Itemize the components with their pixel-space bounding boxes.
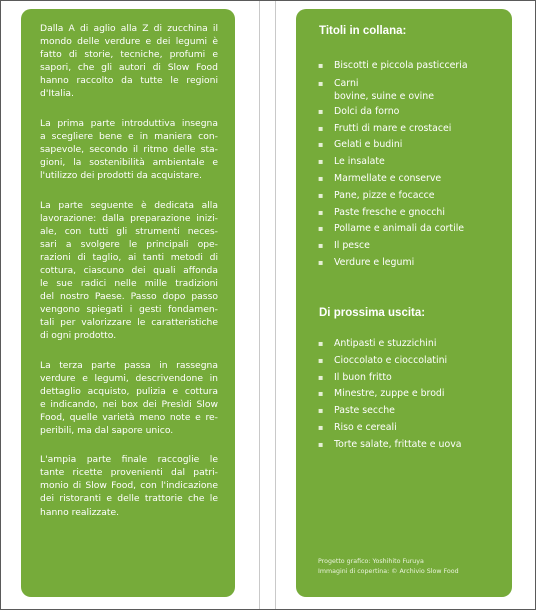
upcoming-title: Antipasti e stuzzichini (334, 338, 437, 349)
bullet-icon: ▪ (318, 123, 324, 133)
description-line: Food, quelle varietà meno note e re- (40, 411, 218, 423)
series-title-item (318, 137, 468, 154)
bullet-icon: ▪ (318, 241, 324, 251)
description-line: dettaglio acquisto, pulizia e cottura (40, 385, 218, 397)
series-title: Dolci da forno (334, 105, 400, 117)
series-title-item (318, 171, 468, 188)
description-line: l'utilizzo dei prodotti da acquistare. (40, 169, 202, 181)
bullet-icon: ▪ (318, 389, 324, 399)
series-panel (296, 9, 512, 597)
series-title: Biscotti e piccola pasticceria (334, 60, 468, 71)
description-line: tante ricette provenienti dal patri- (40, 467, 218, 479)
upcoming-title: Cioccolato e cioccolatini (334, 354, 448, 366)
description-line: hanno raccolto da tutte le regioni (40, 75, 218, 87)
description-line: d'Italia. (40, 88, 74, 100)
bullet-icon: ▪ (318, 61, 324, 70)
description-line: a scegliere bene e in maniera con- (40, 130, 218, 142)
fold-line (275, 1, 276, 609)
description-line: lavorazione: dalla preparazione inizi- (40, 212, 218, 224)
description-line: tali per valorizzare le caratteristiche (40, 316, 218, 328)
series-title: Le insalate (334, 156, 385, 168)
upcoming-title-item (318, 370, 462, 387)
bullet-icon: ▪ (318, 406, 324, 416)
description-line: peribili, ma dal sapore unico. (40, 424, 174, 436)
bullet-icon: ▪ (318, 422, 324, 432)
upcoming-title: Torte salate, frittate e uova (334, 438, 462, 450)
description-line: La parte seguente è dedicata alla (40, 199, 218, 211)
description-line: La prima parte introduttiva insegna (40, 117, 218, 129)
series-title-item (318, 205, 468, 222)
series-title-item (318, 58, 468, 75)
series-title-item (318, 188, 468, 205)
credit-design: Progetto grafico: Yoshihito Furuya (318, 558, 424, 565)
description-paragraph (40, 199, 218, 343)
bullet-icon: ▪ (318, 157, 324, 167)
series-title-item (318, 121, 468, 138)
description-line: Dalla A di aglio alla Z di zucchina il (40, 23, 218, 34)
bullet-icon: ▪ (318, 78, 324, 88)
upcoming-title-item (318, 420, 462, 437)
upcoming-title-item (318, 386, 462, 403)
description-line: razioni di taglio, ai tanti metodi di (40, 251, 218, 263)
series-title: Marmellate e conserve (334, 172, 442, 184)
description-line: di ogni prodotto. (40, 329, 117, 341)
bullet-icon: ▪ (318, 190, 324, 200)
series-list (318, 58, 468, 272)
bullet-icon: ▪ (318, 439, 324, 449)
description-line: mondo delle verdure e dei legumi è (40, 36, 218, 48)
upcoming-heading: Di prossima uscita: (319, 307, 426, 319)
upcoming-title: Minestre, zuppe e brodi (334, 388, 445, 400)
series-title-item (318, 154, 468, 171)
bullet-icon: ▪ (318, 257, 324, 267)
description-text (40, 22, 218, 535)
upcoming-title-item (318, 353, 462, 370)
description-line: ale, con tutti gli strumenti neces- (40, 225, 218, 237)
series-title-item (318, 238, 468, 255)
description-paragraph (40, 22, 218, 100)
description-line: e indicando, nei box dei Presìdi Slow (40, 398, 218, 410)
bullet-icon: ▪ (318, 224, 324, 234)
description-line: hanno realizzate. (40, 506, 120, 518)
description-line: sapevole, secondo il ritmo delle sta- (40, 143, 218, 155)
series-title: Pollame e animali da cortile (334, 223, 465, 235)
series-title-item (318, 255, 468, 272)
series-title: Pane, pizze e focacce (334, 189, 435, 201)
bullet-icon: ▪ (318, 173, 324, 183)
upcoming-title: Il buon fritto (334, 371, 392, 383)
series-title: Verdure e legumi (334, 256, 415, 268)
series-heading: Titoli in collana: (319, 25, 407, 37)
credits (318, 557, 459, 577)
description-line: monio di Slow Food, con l'indicazione (40, 480, 218, 492)
series-subtitle: bovine, suine e ovine (334, 90, 434, 102)
series-title-item (318, 221, 468, 238)
series-title-item (318, 104, 468, 121)
description-line: del nostro Paese. Passo dopo passo (40, 290, 218, 302)
upcoming-title: Riso e cereali (334, 421, 397, 433)
bullet-icon: ▪ (318, 207, 324, 217)
series-title: Gelati e budini (334, 139, 403, 151)
description-line: cottura, ciascuno dei quali affonda (40, 264, 218, 276)
description-panel (21, 9, 235, 597)
description-paragraph (40, 359, 218, 437)
upcoming-title-item (318, 403, 462, 420)
bullet-icon: ▪ (318, 339, 324, 348)
description-line: le sue radici nelle mille tradizioni (40, 277, 218, 289)
series-title: Paste fresche e gnocchi (334, 206, 445, 218)
description-line: vengono spiegati i gesti fondamen- (40, 303, 218, 315)
upcoming-title-item (318, 336, 462, 353)
series-title-item (318, 75, 468, 104)
series-title: Carni (334, 77, 359, 89)
bullet-icon: ▪ (318, 140, 324, 150)
description-line: gioni, la sostenibilità ambientale e (40, 156, 218, 168)
description-line: L'ampia parte finale raccoglie le (40, 454, 218, 466)
description-line: dei ristoranti e delle trattorie che le (40, 493, 218, 505)
description-line: verdure e legumi, descrivendone in (40, 372, 218, 384)
fold-line (259, 1, 260, 609)
description-line: sari a svolgere le principali ope- (40, 238, 218, 250)
upcoming-list (318, 336, 462, 454)
credit-images: Immagini di copertina: © Archivio Slow Food (318, 568, 459, 575)
bullet-icon: ▪ (318, 106, 324, 116)
upcoming-title: Paste secche (334, 405, 395, 417)
bullet-icon: ▪ (318, 355, 324, 365)
description-line: fatto di storie, tecniche, profumi e (40, 49, 218, 61)
bullet-icon: ▪ (318, 372, 324, 382)
series-title: Frutti di mare e crostacei (334, 122, 452, 134)
description-paragraph (40, 117, 218, 182)
description-line: La terza parte passa in rassegna (40, 359, 218, 371)
description-line: sapori, che gli autori di Slow Food (40, 62, 218, 74)
description-paragraph (40, 453, 218, 518)
series-title: Il pesce (334, 240, 370, 252)
upcoming-title-item (318, 437, 462, 454)
